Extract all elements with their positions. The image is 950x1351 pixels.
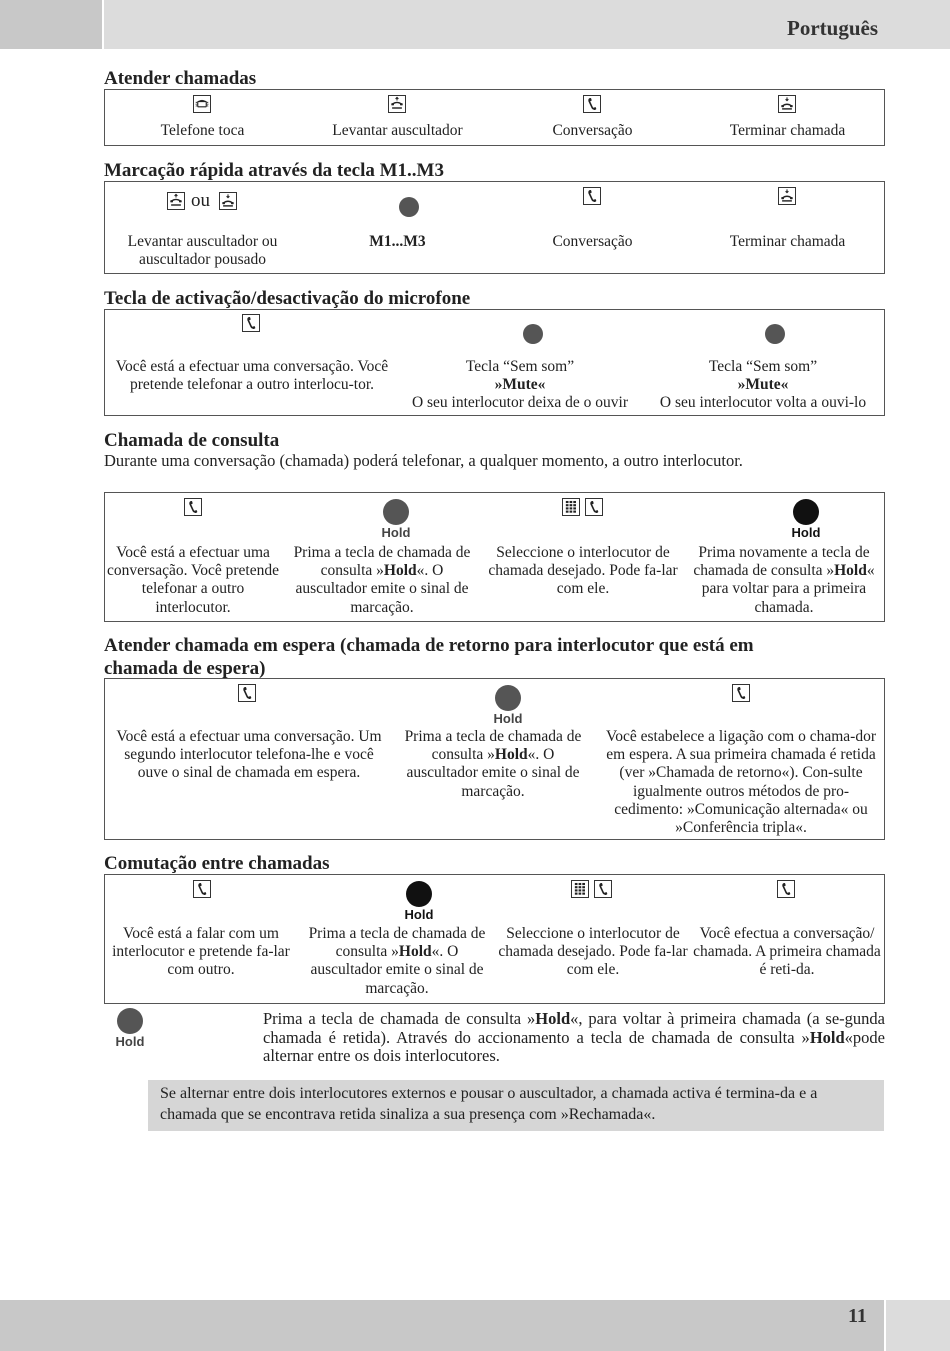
step-description: Você está a efectuar uma conversação. Você pretende telefonar a outro interlocutor. — [107, 544, 279, 616]
step-label: Conversação — [552, 233, 633, 250]
switching-steps-box — [104, 874, 885, 1004]
step-label: Terminar chamada — [729, 122, 846, 139]
handset-lift-icon — [388, 95, 406, 118]
step-description: Seleccione o interlocutor de chamada desejado. Pode fa-lar com ele. — [488, 544, 678, 598]
answer-steps-box — [104, 89, 885, 146]
handset-talk-icon — [238, 684, 256, 707]
mute-key-icon — [523, 324, 543, 344]
step-description: Você estabelece a ligação com o chama-dor em espera. A sua primeira chamada é retida (ver »Chamada de retorno«). Con-sulte igualmente outros métodos de pro-cedimento: »Comunicação alternada« ou »Conferência tripla«. — [606, 728, 876, 837]
mute-key-label: »Mute« — [494, 376, 546, 394]
hold-key-icon: Hold — [376, 499, 416, 540]
step-description: Prima a tecla de chamada de consulta »Hold«. O auscultador emite o sinal de marcação. — [293, 544, 471, 616]
handset-talk-icon — [184, 498, 202, 521]
step-description: Seleccione o interlocutor de chamada desejado. Pode fa-lar com ele. — [498, 925, 688, 979]
handset-talk-icon — [193, 880, 211, 903]
section-title-answer: Atender chamadas — [104, 68, 257, 89]
step-description: Você está a efectuar uma conversação. Um segundo interlocutor telefona-lhe e você ouve o sinal de chamada em espera. — [116, 728, 382, 782]
mute-line: O seu interlocutor volta a ouvi-lo — [659, 394, 867, 412]
header-band-right — [104, 0, 950, 49]
handset-talk-icon — [242, 314, 260, 337]
section-title-speed-dial: Marcação rápida através da tecla M1..M3 — [104, 160, 444, 181]
mute-steps-box — [104, 309, 885, 416]
header-band-left — [0, 0, 102, 49]
step-label: M1...M3 — [369, 233, 426, 250]
handset-hangup-icon — [778, 95, 796, 118]
speed-dial-steps-box — [104, 181, 885, 274]
hold-key-icon: Hold — [488, 685, 528, 726]
footer-band-left — [0, 1300, 884, 1351]
section-title-waiting: Atender chamada em espera (chamada de retorno para interlocutor que está em chamada de espera) — [104, 635, 754, 679]
step-description: Prima novamente a tecla de chamada de consulta »Hold« para voltar para a primeira chamada. — [693, 544, 875, 616]
handset-talk-icon — [583, 95, 601, 118]
handset-lift-icon — [167, 192, 185, 215]
footer-band-right — [886, 1300, 950, 1351]
language-label: Português — [787, 16, 878, 40]
section-title-switching: Comutação entre chamadas — [104, 853, 330, 874]
consult-steps-box — [104, 492, 885, 622]
handset-talk-icon — [585, 498, 603, 521]
step-description: Você está a falar com um interlocutor e pretende fa-lar com outro. — [112, 925, 290, 979]
handset-talk-icon — [732, 684, 750, 707]
page-number: 11 — [848, 1305, 867, 1327]
hold-key-icon: Hold — [110, 1008, 150, 1049]
mute-line: Tecla “Sem som” — [465, 358, 575, 375]
section-title-consult: Chamada de consulta — [104, 430, 280, 451]
handset-talk-icon — [583, 187, 601, 210]
step-description — [645, 358, 881, 413]
step-description: Prima a tecla de chamada de consulta »Hold«. O auscultador emite o sinal de marcação. — [308, 925, 486, 997]
handset-talk-icon — [594, 880, 612, 903]
step-description: Prima a tecla de chamada de consulta »Hold«. O auscultador emite o sinal de marcação. — [404, 728, 582, 800]
section-title-mute: Tecla de activação/desactivação do microfone — [104, 288, 471, 309]
hold-key-icon: Hold — [786, 499, 826, 540]
mute-line: Tecla “Sem som” — [708, 358, 818, 375]
step-description — [398, 358, 642, 413]
mute-key-label: »Mute« — [737, 376, 789, 394]
section-intro: Durante uma conversação (chamada) poderá telefonar, a qualquer momento, a outro interlocutor. — [104, 451, 743, 470]
step-description: Você efectua a conversação/ chamada. A primeira chamada é reti-da. — [693, 925, 881, 979]
alternate-instruction: Prima a tecla de chamada de consulta »Hold«, para voltar à primeira chamada (a se-gunda chamada é retida). Através do accionamento a tecla de chamada de consulta »Hold«pode alternar entre os dois interlocutores. — [263, 1009, 885, 1065]
step-label: Levantar auscultador — [332, 122, 463, 139]
hold-key-icon: Hold — [399, 881, 439, 922]
ringing-phone-icon — [193, 95, 211, 118]
or-label: ou — [191, 190, 210, 211]
step-description: Você está a efectuar uma conversação. Você pretende telefonar a outro interlocu-tor. — [115, 358, 389, 394]
step-label: Conversação — [552, 122, 633, 139]
keypad-icon — [562, 498, 580, 521]
note-box: Se alternar entre dois interlocutores externos e pousar o auscultador, a chamada activa é termina-da e a chamada que se encontrava retida sinaliza a sua presença com »Rechamada«. — [148, 1080, 884, 1131]
handset-hangup-icon — [778, 187, 796, 210]
waiting-steps-box — [104, 678, 885, 840]
handset-hangup-icon — [219, 192, 237, 215]
keypad-icon — [571, 880, 589, 903]
step-label: Terminar chamada — [729, 233, 846, 250]
mute-key-icon — [765, 324, 785, 344]
handset-talk-icon — [777, 880, 795, 903]
step-label: Telefone toca — [160, 122, 245, 139]
mute-line: O seu interlocutor deixa de o ouvir — [411, 394, 629, 412]
step-label: Levantar auscultador ou auscultador pousado — [127, 233, 278, 269]
m-key-icon — [399, 197, 419, 217]
